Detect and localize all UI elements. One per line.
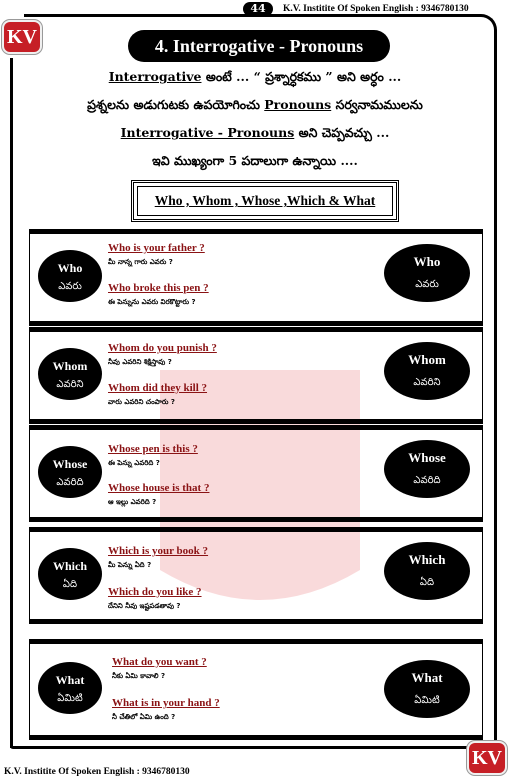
page-frame-bottom [10,746,470,749]
panel-band [30,230,482,234]
word-badge-right [384,244,470,302]
question-1: What do you want ? [112,656,207,668]
question-1: Whom do you punish ? [108,342,217,354]
panel-band [30,426,482,430]
kv-logo: KV [4,22,40,52]
badge-meaning: ఎవరు [415,279,439,290]
panel-band [30,619,482,623]
badge-meaning: ఎవరిని [413,377,441,388]
translation-1: నీవు ఎవరిని శిక్షిస్తావు ? [108,358,172,366]
word-badge-left [38,348,102,400]
badge-word: What [411,670,443,685]
badge-meaning: ఎవరు [58,281,82,292]
panel-band [30,517,482,521]
intro-line-2-c: సర్వనామములను [331,97,423,112]
word-badge-right [384,440,470,498]
translation-1: మీ పెన్ను ఏది ? [108,561,152,569]
intro-line-2 [40,97,470,116]
question-2: Whom did they kill ? [108,382,208,394]
translation-2: వారు ఎవరిని చంపారు ? [108,398,175,406]
badge-word: Who [57,261,83,275]
question-2: Which do you like ? [108,586,202,598]
word-badge-left [38,250,102,302]
translation-1: మీ నాన్న గారు ఎవరు ? [108,258,173,266]
words-box [131,180,399,222]
question-2: What is in your hand ? [112,697,220,709]
question-1: Whose pen is this ? [108,443,198,455]
intro-line-3 [40,125,470,144]
word-badge-left [38,446,102,498]
intro-line-1 [40,69,470,88]
panel-band [30,735,482,739]
question-2: Whose house is that ? [108,482,210,494]
badge-word: Whose [408,450,446,465]
translation-1: ఈ పెన్ను ఎవరిది ? [108,459,160,467]
badge-word: Which [52,559,87,573]
word-badge-right [384,542,470,600]
intro-line-3-term: Interrogative - Pronouns [120,125,295,140]
intro-line-4: ఇవి ముఖ్యంగా 5 పదాలుగా ఉన్నాయి .... [152,153,358,168]
word-badge-left [38,662,102,714]
intro-line-2-a: ప్రశ్నలను అడుగుటకు ఉపయోగించు [87,97,265,112]
header-institute: K.V. Institite Of Spoken English : 9346780130 [283,4,469,14]
intro-term: Interrogative [108,69,202,84]
panel-whose [29,425,483,522]
badge-meaning: ఏది [62,579,78,590]
question-2: Who broke this pen ? [108,282,209,294]
badge-meaning: ఎవరిని [56,379,84,390]
question-1: Which is your book ? [108,545,209,557]
panel-whom [29,327,483,424]
translation-2: ఈ పెన్నును ఎవరు విరకొట్టారు ? [108,298,196,306]
page-frame-left [10,58,13,748]
badge-meaning: ఏది [419,577,435,588]
panel-who [29,229,483,326]
badge-word: Whose [52,457,88,471]
translation-2: దేనిని నీవు ఇష్టపడతావు ? [108,602,181,610]
word-badge-right [384,342,470,400]
word-badge-right [384,660,470,718]
page-title: 4. Interrogative - Pronouns [128,30,390,62]
intro-line-1-rest: అంటే ... “ ప్రశ్నార్ధకము ” అని అర్ధం ... [201,69,402,84]
badge-word: What [55,673,85,687]
intro-line-3-rest: అని చెప్పవచ్చు ... [294,125,390,140]
panel-which [29,527,483,624]
badge-word: Who [413,254,441,269]
panel-what [29,639,483,740]
words-list: Who , Whom , Whose ,Which & What [137,186,393,216]
badge-meaning: ఏమిటి [57,693,83,704]
badge-word: Whom [408,352,446,367]
translation-2: ఆ ఇల్లు ఎవరిది ? [108,498,157,506]
translation-1: నీకు ఏమి కావాలి ? [112,672,166,680]
badge-word: Whom [52,359,88,373]
page-number: 44 [243,2,273,16]
badge-meaning: ఎవరిది [56,477,84,488]
translation-2: నీ చేతిలో ఏమి ఉంది ? [112,713,176,721]
question-1: Who is your father ? [108,242,205,254]
badge-meaning: ఎవరిది [413,475,441,486]
badge-meaning: ఏమిటి [414,695,440,706]
word-badge-left [38,548,102,600]
panel-band [30,321,482,325]
panel-band [30,640,482,644]
panel-band [30,419,482,423]
panel-band [30,328,482,332]
panel-band [30,528,482,532]
badge-word: Which [408,552,446,567]
intro-line-2-term: Pronouns [264,97,332,112]
footer-institute: K.V. Institite Of Spoken English : 9346780130 [4,767,190,777]
kv-logo: KV [469,743,505,773]
